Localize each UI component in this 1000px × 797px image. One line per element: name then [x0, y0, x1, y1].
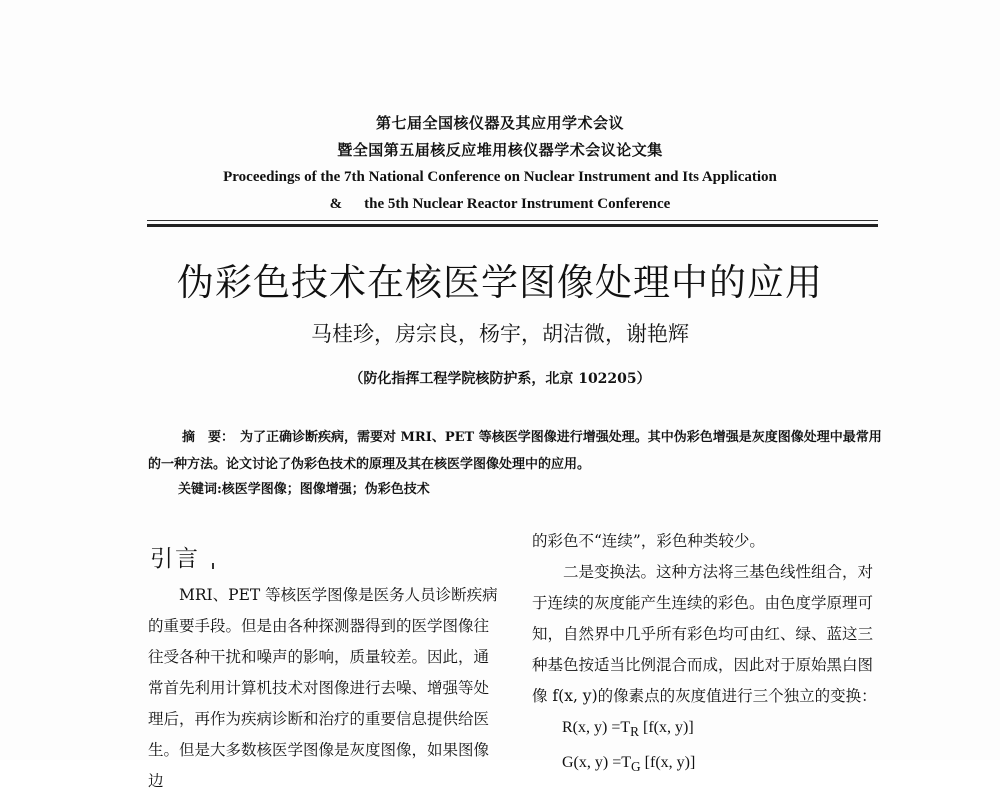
equation-r [562, 712, 877, 747]
right-column-continuation: 的彩色不“连续”，彩色种类较少。 [532, 532, 765, 550]
ampersand: & [329, 196, 343, 212]
proceedings-header-cn-1: 第七届全国核仪器及其应用学术会议 [375, 114, 624, 132]
proceedings-header-en-2-text: the 5th Nuclear Reactor Instrument Conference [364, 196, 671, 212]
right-column [532, 526, 877, 782]
left-column-paragraph: MRI、PET 等核医学图像是医务人员诊断疾病的重要手段。但是由各种探测器得到的医学图像往往受各种干扰和噪声的影响，质量较差。因此，通常首先利用计算机技术对图像进行去噪、增强等处理后，再作为疾病诊断和治疗的重要信息提供给医生。但是大多数核医学图像是灰度图像，如果图像边 [148, 586, 498, 790]
keywords: 关键词:核医学图像；图像增强；伪彩色技术 [178, 482, 430, 497]
header-rule-thin [147, 220, 878, 221]
paper-affiliation: （防化指挥工程学院核防护系，北京 102205） [349, 371, 651, 387]
abstract-text: 为了正确诊断疾病，需要对 MRI、PET 等核医学图像进行增强处理。其中伪彩色增强是灰度图像处理中最常用的一种方法。论文讨论了伪彩色技术的原理及其在核医学图像处理中的应用。 [148, 430, 882, 472]
abstract-label: 摘 要： [182, 430, 235, 445]
paper-title: 伪彩色技术在核医学图像处理中的应用 [177, 261, 823, 304]
equation-g-rhs: [f(x, y)] [640, 754, 696, 772]
right-column-paragraph: 二是变换法。这种方法将三基色线性组合，对于连续的灰度能产生连续的彩色。由色度学原理可知，自然界中几乎所有彩色均可由红、绿、蓝这三种基色按适当比例混合而成，因此对于原始黑白图像 f(x, y)的像素点的灰度值进行三个独立的变换： [532, 563, 877, 705]
abstract [148, 424, 888, 478]
proceedings-header-en-1: Proceedings of the 7th National Conference on Nuclear Instrument and Its Application [223, 169, 777, 185]
header-rule-thick [147, 224, 878, 227]
equation-g-lhs: G(x, y) =T [562, 754, 632, 772]
equation-g [562, 747, 877, 782]
proceedings-header-cn-2: 暨全国第五届核反应堆用核仪器学术会议论文集 [337, 141, 663, 159]
equation-g-sub: G [631, 759, 641, 775]
equation-r-sub: R [630, 724, 640, 740]
section-title-introduction: 引言 [150, 546, 200, 572]
equation-r-lhs: R(x, y) =T [562, 719, 631, 736]
left-column [148, 580, 504, 797]
proceedings-header-en-2 [0, 196, 1000, 213]
scan-artifact-mark [212, 563, 214, 569]
paper-authors: 马桂珍，房宗良，杨宇，胡洁微，谢艳辉 [311, 322, 689, 346]
equation-r-rhs: [f(x, y)] [639, 719, 694, 736]
